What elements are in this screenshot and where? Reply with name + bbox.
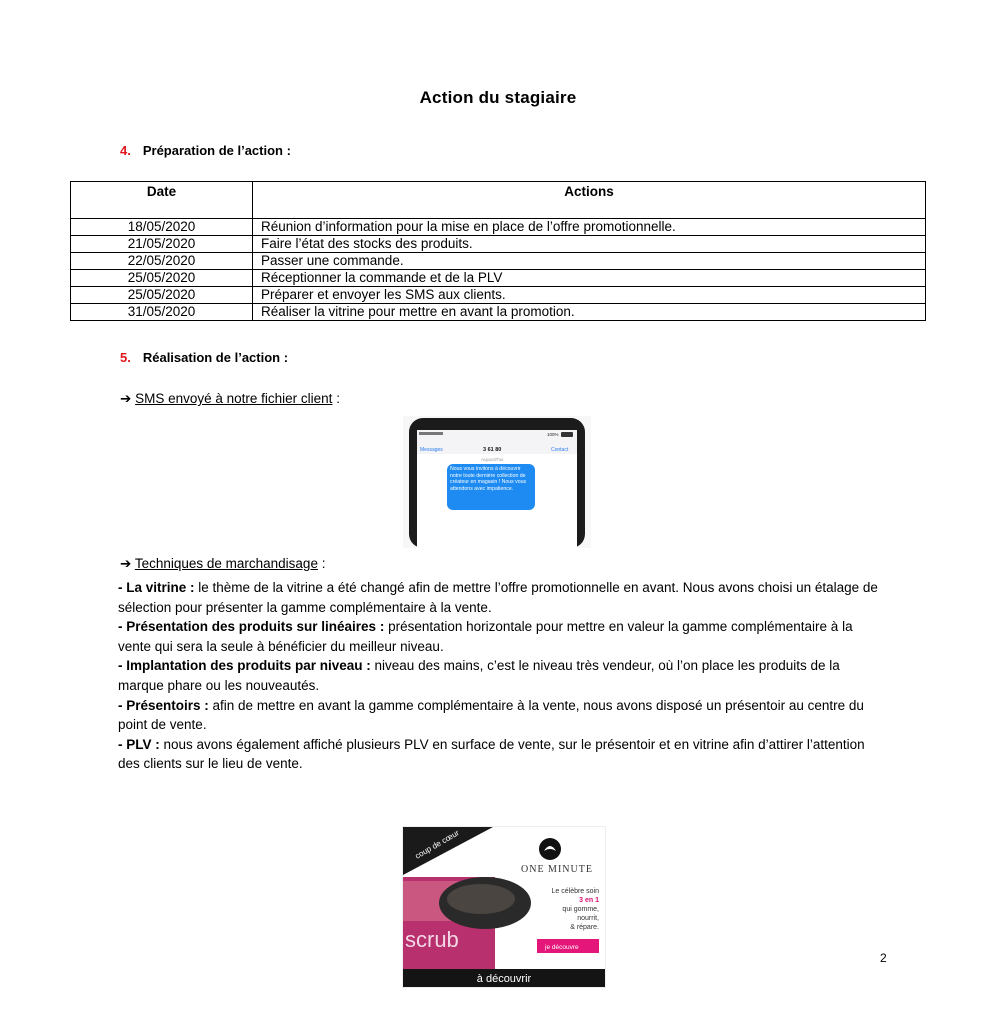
table-row bbox=[71, 304, 926, 321]
date-column-header: Date bbox=[71, 182, 253, 219]
technique-text: afin de mettre en avant la gamme complémentaire à la vente, nous avons disposé un présentoir au centre du point de vente. bbox=[118, 697, 864, 733]
jar-label: scrub bbox=[405, 927, 459, 952]
section-heading-preparation bbox=[120, 143, 291, 158]
row-date: 25/05/2020 bbox=[71, 287, 253, 304]
technique-paragraph bbox=[118, 656, 888, 695]
contact-link: Contact bbox=[551, 447, 569, 453]
merch-heading bbox=[120, 556, 325, 572]
table-row bbox=[71, 253, 926, 270]
ad-copy-line: Le célèbre soin bbox=[551, 888, 599, 895]
row-date: 18/05/2020 bbox=[71, 219, 253, 236]
technique-text: niveau des mains, c’est le niveau très vendeur, où l’on place les produits de la marque phare ou les nouveautés. bbox=[118, 658, 840, 693]
sms-heading bbox=[120, 391, 340, 407]
row-action: Réceptionner la commande et de la PLV bbox=[253, 270, 926, 287]
row-action: Passer une commande. bbox=[253, 253, 926, 270]
technique-title: - Présentation des produits sur linéaires : bbox=[118, 619, 385, 635]
technique-paragraph bbox=[118, 578, 888, 617]
merch-heading-suffix: : bbox=[317, 556, 326, 571]
section-label: Préparation de l’action : bbox=[142, 143, 291, 158]
row-action: Faire l’état des stocks des produits. bbox=[253, 236, 926, 253]
section-number: 5. bbox=[120, 350, 131, 365]
technique-paragraph bbox=[118, 617, 888, 656]
merchandising-techniques bbox=[118, 578, 888, 774]
row-date: 25/05/2020 bbox=[71, 270, 253, 287]
sms-phone-image bbox=[403, 416, 591, 548]
signal-icon bbox=[419, 432, 443, 435]
sms-message: Nous vous invitons à découvrir notre toute dernière collection de créateur en magasin ! Nous vous attendons avec impatience. bbox=[450, 466, 527, 492]
technique-text: le thème de la vitrine a été changé afin de mettre l’offre promotionnelle en avant. Nous avons choisi un étalage de sélection pour présenter la gamme complémentaire à la vente. bbox=[118, 580, 878, 615]
ad-bottom-label: à découvrir bbox=[476, 973, 532, 985]
ad-copy-line: qui gomme, bbox=[562, 906, 599, 913]
row-action: Réunion d’information pour la mise en place de l’offre promotionnelle. bbox=[253, 219, 926, 236]
ad-ribbon-text: coup de cœur bbox=[413, 828, 461, 861]
page-number: 2 bbox=[880, 951, 887, 965]
row-date: 31/05/2020 bbox=[71, 304, 253, 321]
technique-title: - La vitrine : bbox=[118, 580, 195, 595]
ad-copy-line: nourrit, bbox=[577, 915, 599, 922]
merch-heading-label: Techniques de marchandisage bbox=[134, 556, 318, 571]
sms-heading-label: SMS envoyé à notre fichier client bbox=[135, 391, 333, 406]
section-heading-realisation bbox=[120, 350, 288, 365]
page-title: Action du stagiaire bbox=[419, 88, 577, 107]
arrow-icon: ➔ bbox=[120, 556, 132, 571]
contact-number: 3 61 80 bbox=[483, 447, 502, 453]
actions-column-header: Actions bbox=[253, 182, 926, 219]
message-date: Aujourd'hui bbox=[481, 457, 504, 462]
technique-title: - PLV : bbox=[118, 736, 160, 752]
action-plan-table bbox=[70, 181, 926, 321]
jar-lid-shine bbox=[447, 884, 515, 914]
technique-text: nous avons également affiché plusieurs PLV en surface de vente, sur le présentoir et en vitrine afin d’attirer l’attention des clients sur le lieu de vente. bbox=[118, 736, 865, 772]
sms-heading-suffix: : bbox=[332, 391, 340, 406]
row-action: Réaliser la vitrine pour mettre en avant la promotion. bbox=[253, 304, 926, 321]
table-row bbox=[71, 287, 926, 304]
table-row bbox=[71, 236, 926, 253]
technique-title: - Implantation des produits par niveau : bbox=[118, 658, 371, 674]
row-date: 22/05/2020 bbox=[71, 253, 253, 270]
technique-paragraph bbox=[118, 696, 888, 735]
technique-text: présentation horizontale pour mettre en valeur la gamme complémentaire à la vente qui sera la seule à bénéficier du meilleur niveau. bbox=[118, 619, 853, 654]
ad-copy-highlight: 3 en 1 bbox=[579, 897, 599, 904]
section-number: 4. bbox=[120, 143, 131, 158]
ad-copy-line: & répare. bbox=[570, 924, 599, 931]
plv-advert-image bbox=[402, 826, 606, 988]
row-action: Préparer et envoyer les SMS aux clients. bbox=[253, 287, 926, 304]
ad-discover-button-label: je découvre bbox=[545, 944, 579, 951]
technique-paragraph bbox=[118, 735, 888, 774]
arrow-icon: ➔ bbox=[120, 391, 132, 406]
section-label: Réalisation de l’action : bbox=[142, 350, 289, 365]
battery-icon bbox=[561, 432, 573, 437]
back-to-messages: Messages bbox=[420, 447, 443, 453]
sms-bubble-text-wrap bbox=[450, 466, 532, 510]
battery-label: 100% bbox=[547, 432, 559, 437]
table-header-row bbox=[71, 182, 926, 219]
ad-brand-name: ONE MINUTE bbox=[521, 864, 593, 875]
table-row bbox=[71, 270, 926, 287]
row-date: 21/05/2020 bbox=[71, 236, 253, 253]
technique-title: - Présentoirs : bbox=[118, 697, 209, 713]
table-row bbox=[71, 219, 926, 236]
